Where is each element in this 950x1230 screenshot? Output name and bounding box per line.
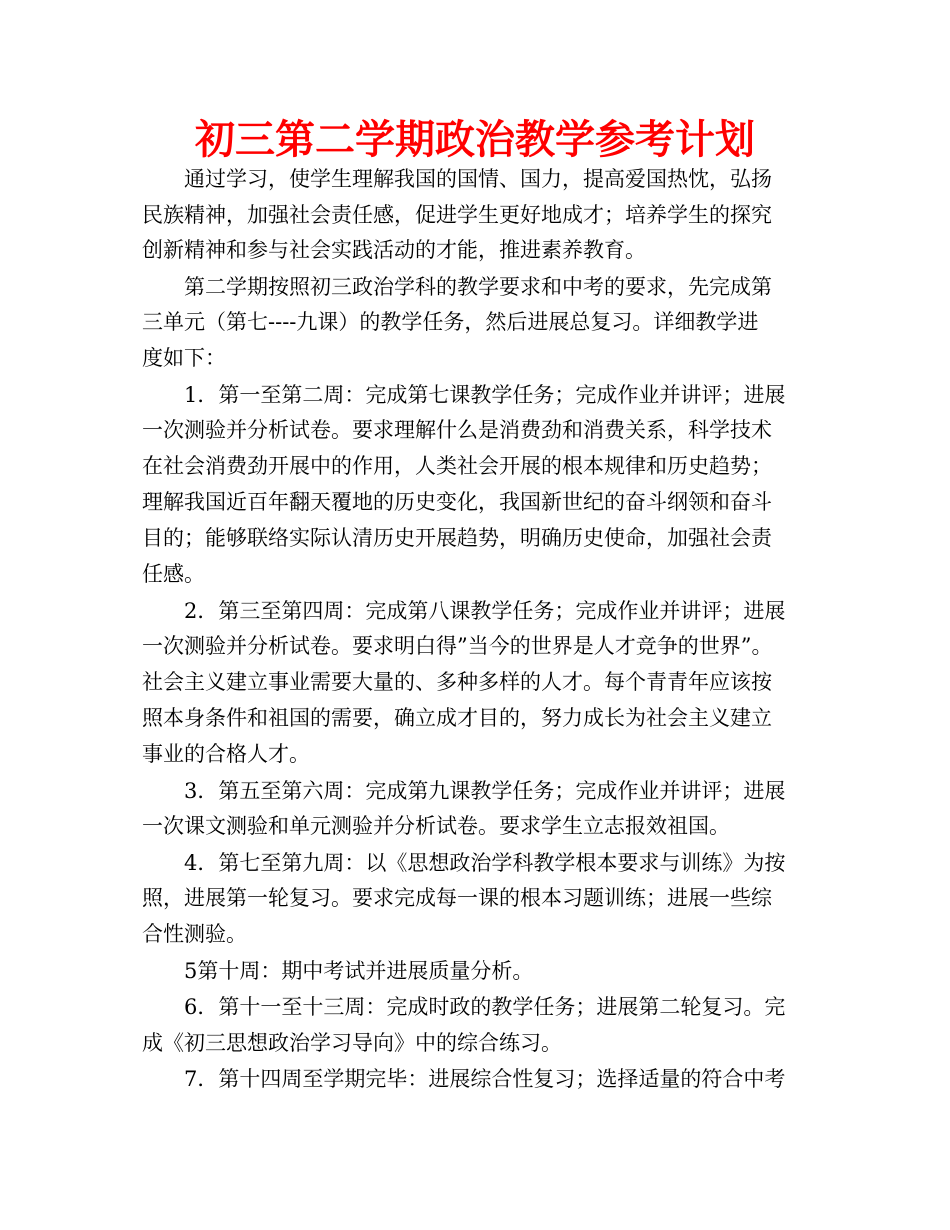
paragraph-line: 4．第七至第九周：以《思想政治学科教学根本要求与训练》为按 (184, 851, 786, 875)
paragraph-line: 5第十周：期中考试并进展质量分析。 (184, 959, 534, 983)
paragraph-line: 理解我国近百年翻天覆地的历史变化，我国新世纪的奋斗纲领和奋斗 (142, 490, 772, 514)
paragraph-line: 合性测验。 (142, 922, 247, 946)
paragraph-line: 一次测验并分析试卷。要求理解什么是消费劲和消费关系，科学技术 (142, 418, 772, 442)
paragraph-line: 在社会消费劲开展中的作用，人类社会开展的根本规律和历史趋势； (142, 454, 772, 478)
paragraph-line: 6．第十一至十三周：完成时政的教学任务；进展第二轮复习。完 (184, 995, 786, 1019)
paragraph-line: 通过学习，使学生理解我国的国情、国力，提高爱国热忱，弘扬 (184, 167, 772, 191)
paragraph-line: 一次测验并分析试卷。要求明白得”当今的世界是人才竞争的世界”。 (142, 634, 773, 658)
paragraph-line: 事业的合格人才。 (142, 742, 310, 766)
paragraph-line: 3．第五至第六周：完成第九课教学任务；完成作业并讲评；进展 (184, 779, 786, 803)
paragraph-line: 照本身条件和祖国的需要，确立成才目的，努力成长为社会主义建立 (142, 706, 772, 730)
paragraph-line: 照，进展第一轮复习。要求完成每一课的根本习题训练；进展一些综 (142, 886, 772, 910)
paragraph-line: 三单元（第七----九课）的教学任务，然后进展总复习。详细教学进 (142, 310, 759, 334)
paragraph-line: 7．第十四周至学期完毕：进展综合性复习；选择适量的符合中考 (184, 1067, 786, 1091)
paragraph-line: 任感。 (142, 562, 205, 586)
paragraph-line: 成《初三思想政治学习导向》中的综合练习。 (142, 1031, 562, 1055)
paragraph-line: 目的；能够联络实际认清历史开展趋势，明确历史使命，加强社会责 (142, 526, 772, 550)
paragraph-line: 创新精神和参与社会实践活动的才能，推进素养教育。 (142, 238, 646, 262)
paragraph-line: 第二学期按照初三政治学科的教学要求和中考的要求，先完成第 (184, 275, 772, 299)
paragraph-line: 一次课文测验和单元测验并分析试卷。要求学生立志报效祖国。 (142, 814, 730, 838)
document-title: 初三第二学期政治教学参考计划 (195, 117, 755, 163)
paragraph-line: 1．第一至第二周：完成第七课教学任务；完成作业并讲评；进展 (184, 383, 786, 407)
paragraph-line: 度如下： (142, 346, 226, 370)
paragraph-line: 民族精神，加强社会责任感，促进学生更好地成才；培养学生的探究 (142, 203, 772, 227)
paragraph-line: 社会主义建立事业需要大量的、多种多样的人才。每个青青年应该按 (142, 670, 772, 694)
paragraph-line: 2．第三至第四周：完成第八课教学任务；完成作业并讲评；进展 (184, 599, 786, 623)
